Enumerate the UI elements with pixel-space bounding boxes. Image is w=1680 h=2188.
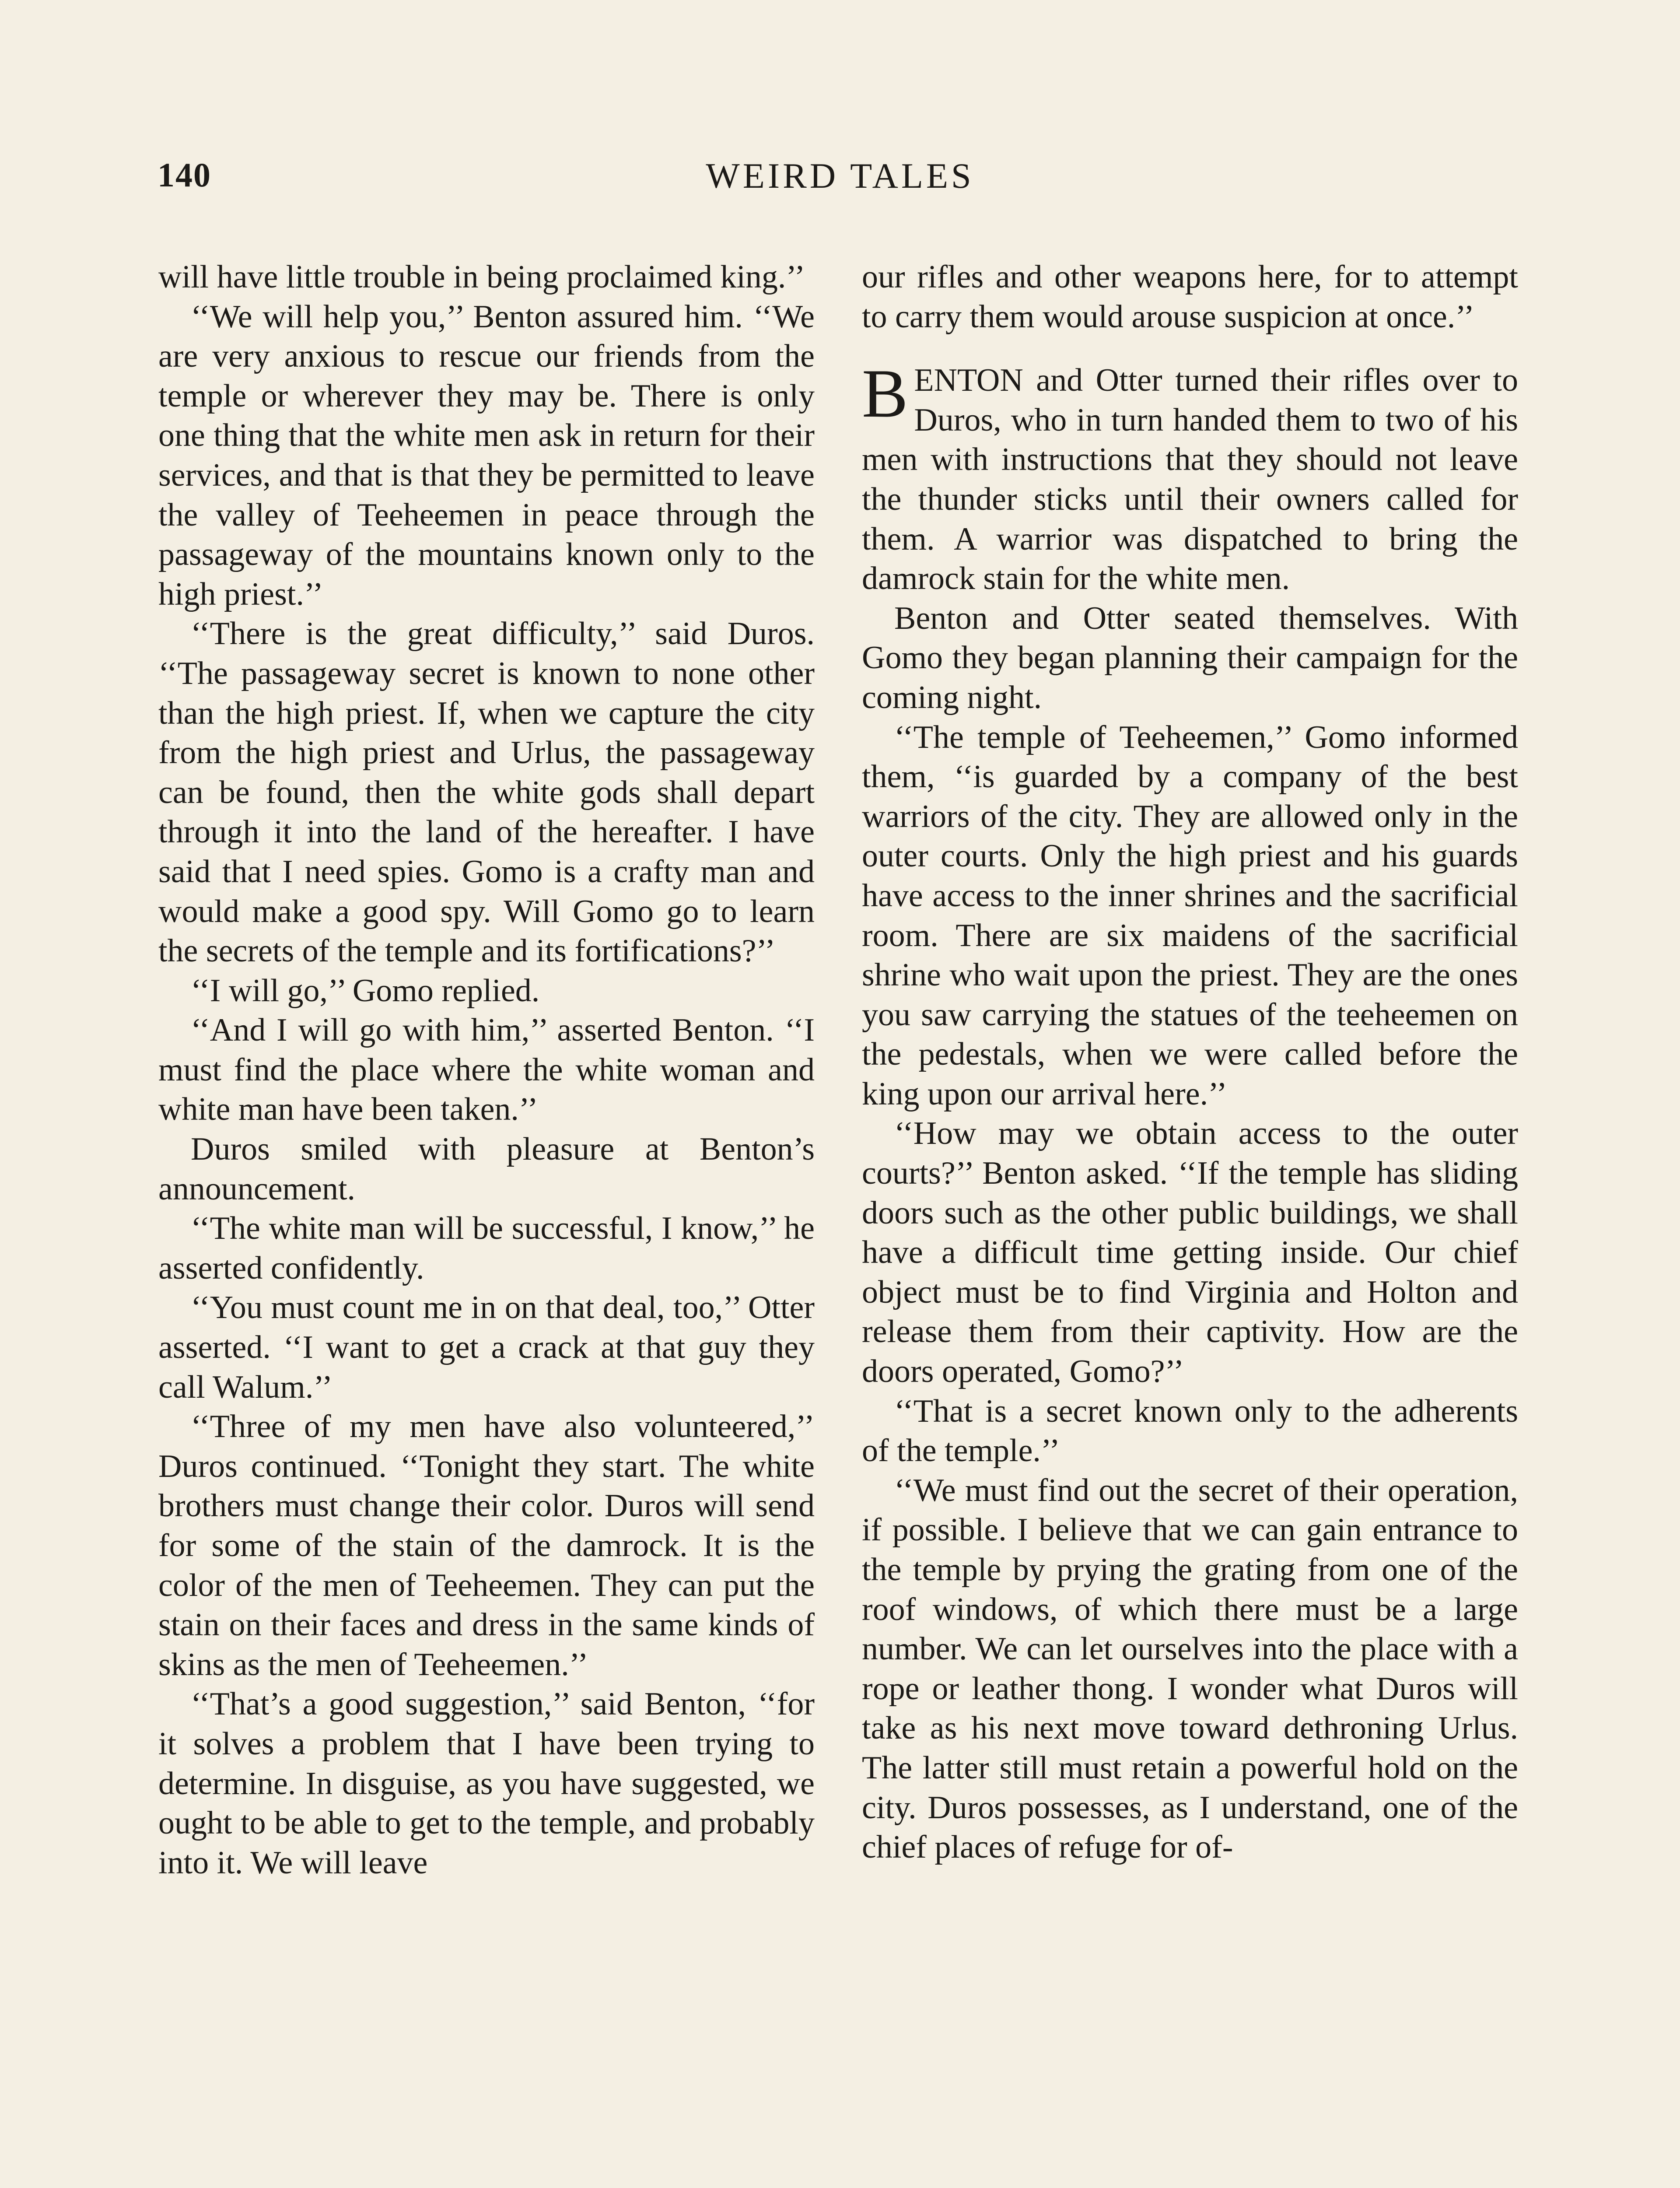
paragraph: ‘‘We must find out the secret of their operation, if possible. I believe that we can gain entrance to the temple by prying the grating from one of the roof windows, of which there must be a large number. We can let ourselves into the place with a rope or leather thong. I wonder what Duros will take as his next move toward dethroning Urlus. The latter still must retain a powerful hold on the city. Duros possesses, as I understand, one of the chief places of refuge for of- (862, 1472, 1518, 1865)
paragraph: ‘‘The white man will be successful, I know,’’ he asserted confidently. (158, 1210, 815, 1286)
page-number: 140 (158, 156, 211, 194)
paragraph: Duros smiled with pleasure at Benton’s announcement. (158, 1131, 815, 1207)
running-head: WEIRD TALES (706, 156, 974, 196)
section-opening-text: ENTON and Otter turned their rifles over to Duros, who in turn handed them to two of his men with instructions that they should not leave the thunder sticks until their owners called for them. A warrior was dispatched to bring the damrock stain for the white men. (862, 362, 1518, 597)
paragraph: ‘‘I will go,’’ Gomo replied. (191, 972, 540, 1009)
paragraph: ‘‘And I will go with him,’’ asserted Benton. ‘‘I must find the place where the white woman and white man have been taken.’’ (158, 1012, 815, 1128)
paragraph: ‘‘That is a secret known only to the adherents of the temple.’’ (862, 1393, 1518, 1469)
left-column (158, 257, 815, 1883)
drop-cap: B (862, 355, 908, 432)
paragraph: ‘‘That’s a good suggestion,’’ said Benton, ‘‘for it solves a problem that I have been trying to determine. In disguise, as you have suggested, we ought to be able to get to the temple, and probably into it. We will leave (158, 1686, 815, 1881)
paragraph: Benton and Otter seated themselves. With Gomo they began planning their campaign for the coming night. (862, 600, 1518, 715)
paragraph: ‘‘The temple of Teeheemen,’’ Gomo informed them, ‘‘is guarded by a company of the best warriors of the city. They are allowed only in the outer courts. Only the high priest and his guards have access to the inner shrines and the sacrificial room. There are six maidens of the sacrificial shrine who wait upon the priest. They are the ones you saw carrying the statues of the teeheemen on the pedestals, when we were called before the king upon our arrival here.’’ (862, 719, 1518, 1112)
paragraph: ‘‘Three of my men have also volunteered,’’ Duros continued. ‘‘Tonight they start. The white brothers must change their color. Duros will send for some of the stain of the damrock. It is the color of the men of Teeheemen. They can put the stain on their faces and dress in the same kinds of skins as the men of Teeheemen.’’ (158, 1409, 815, 1683)
paragraph: ‘‘How may we obtain access to the outer courts?’’ Benton asked. ‘‘If the temple has sliding doors such as the other public buildings, we shall have a difficult time getting inside. Our chief object must be to find Virginia and Holton and release them from their captivity. How are the doors operated, Gomo?’’ (862, 1115, 1518, 1390)
paragraph: ‘‘We will help you,’’ Benton assured him. ‘‘We are very anxious to rescue our friends from the temple or wherever they may be. There is only one thing that the white men ask in return for their services, and that is that they be permitted to leave the valley of Teeheemen in peace through the passageway of the mountains known only to the high priest.’’ (158, 298, 815, 612)
paragraph: ‘‘There is the great difficulty,’’ said Duros. ‘‘The passageway secret is known to none other than the high priest. If, when we capture the city from the high priest and Urlus, the passageway can be found, then the white gods shall depart through it into the land of the hereafter. I have said that I need spies. Gomo is a crafty man and would make a good spy. Will Gomo go to learn the secrets of the temple and its fortifications?’’ (158, 616, 815, 969)
paragraph: will have little trouble in being proclaimed king.’’ (158, 259, 805, 295)
paragraph: ‘‘You must count me in on that deal, too,’’ Otter asserted. ‘‘I want to get a crack at that guy they call Walum.’’ (158, 1290, 815, 1405)
section-opening-paragraph (862, 355, 1518, 599)
paragraph: our rifles and other weapons here, for to attempt to carry them would arouse suspicion at once.’’ (862, 259, 1518, 335)
right-column (862, 257, 1518, 1867)
